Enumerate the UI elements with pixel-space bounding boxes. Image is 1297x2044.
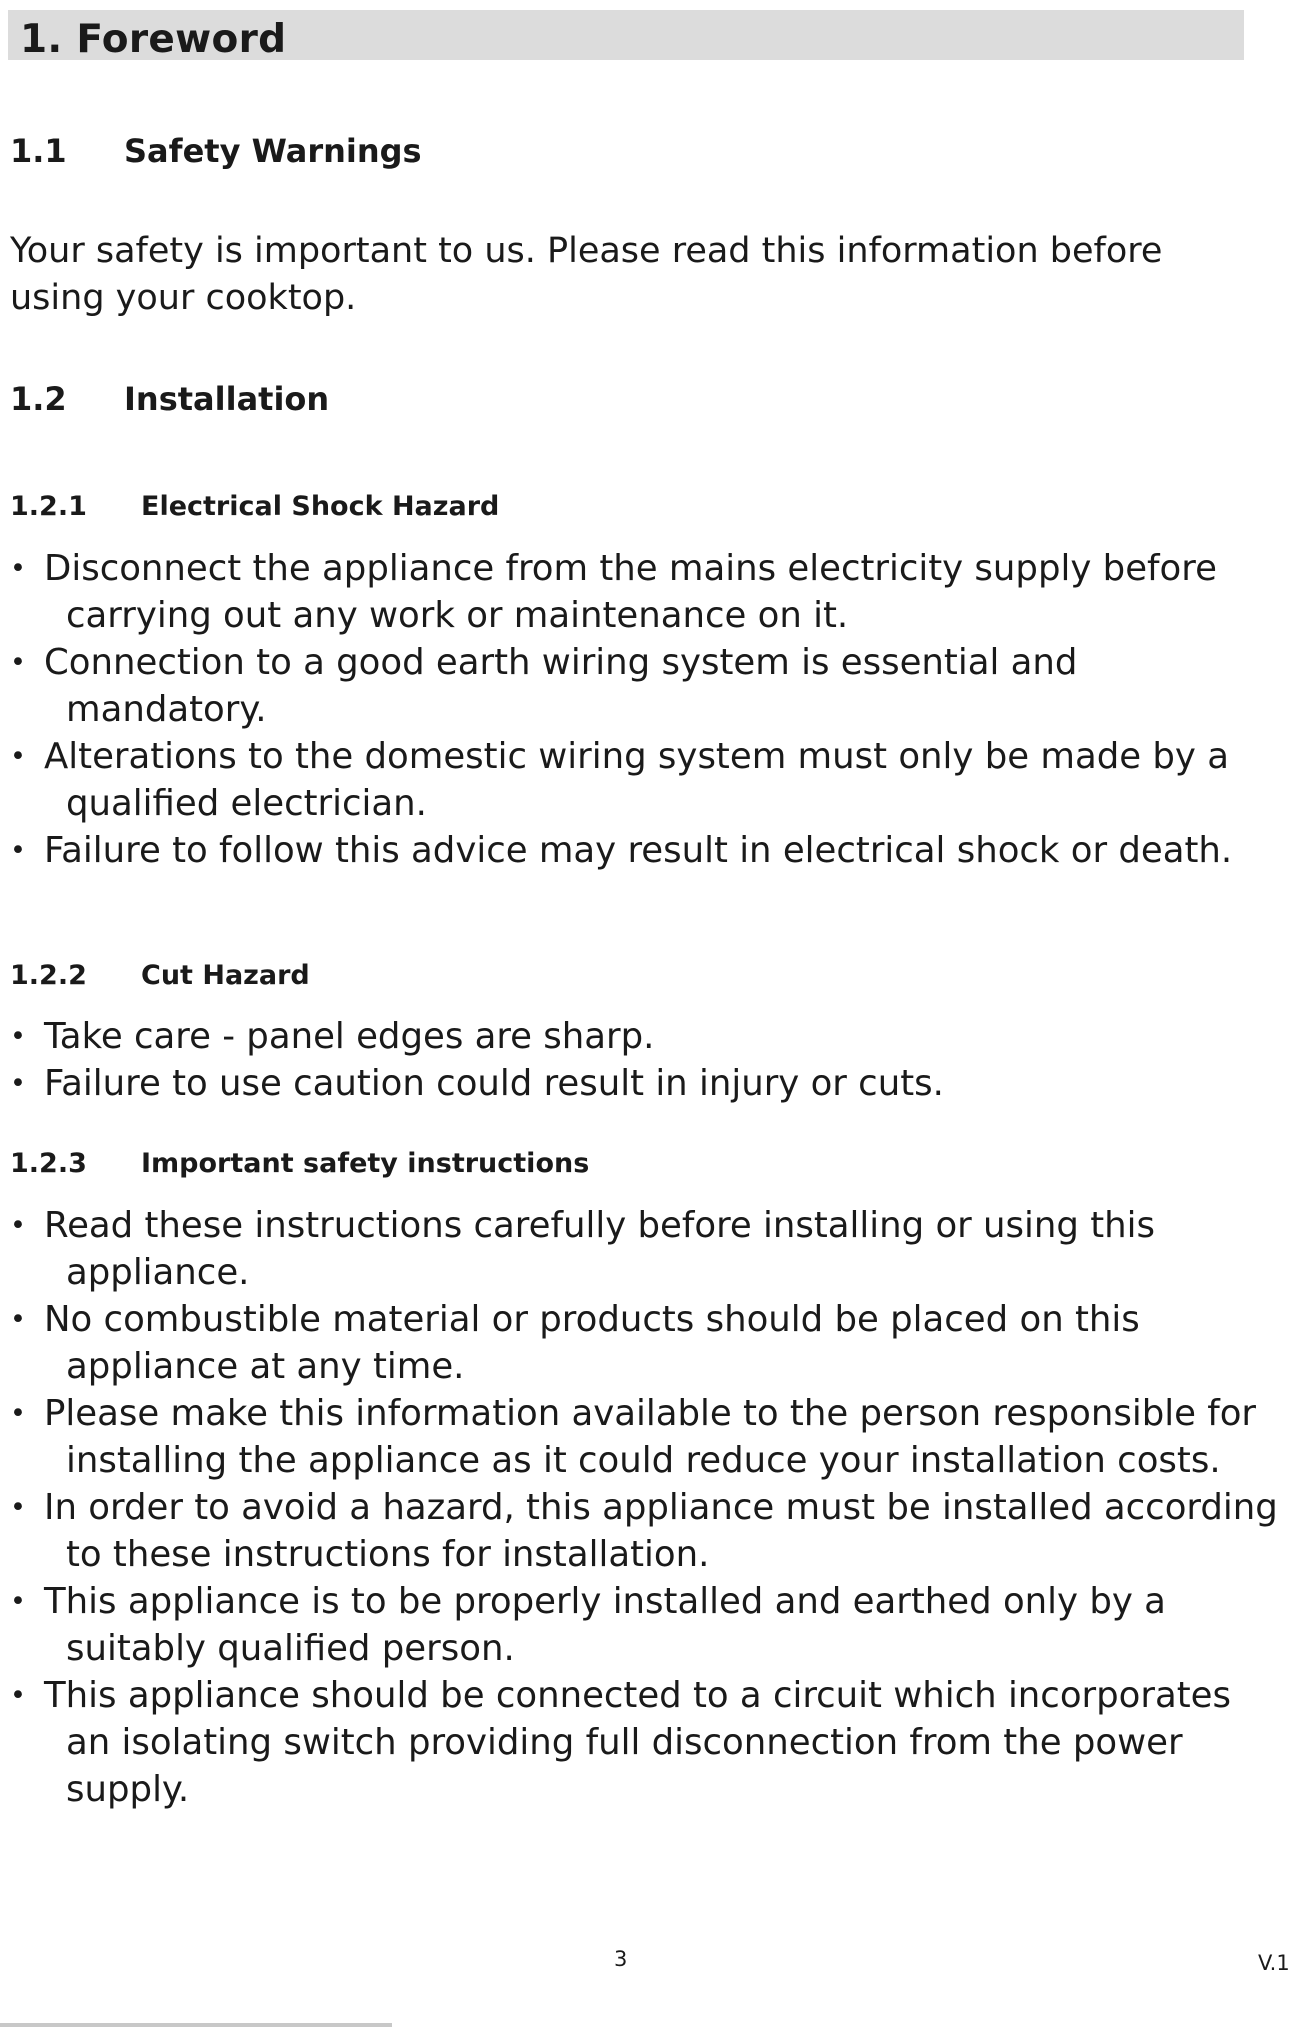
section-number: 1.2 (10, 380, 67, 418)
list-item-text: Disconnect the appliance from the mains electricity supply before carrying out any work or maintenance on it. (44, 548, 1217, 636)
list-item (10, 1672, 1285, 1813)
electrical-hazard-list (10, 545, 1285, 874)
safety-intro-paragraph: Your safety is important to us. Please read this information before using your cooktop. (10, 231, 1163, 318)
bullet-icon: • (10, 741, 26, 772)
list-item (10, 1296, 1285, 1390)
section-title: Installation (124, 380, 330, 418)
subsection-number: 1.2.2 (10, 960, 87, 991)
list-item-text: Alterations to the domestic wiring system must only be made by a qualified electrician. (44, 736, 1229, 824)
bullet-icon: • (10, 1492, 26, 1523)
subsection-number: 1.2.1 (10, 491, 87, 522)
bullet-icon: • (10, 835, 26, 866)
list-item (10, 1390, 1285, 1484)
bullet-icon: • (10, 1021, 26, 1052)
list-item-text: Failure to follow this advice may result in electrical shock or death. (44, 830, 1233, 871)
bullet-icon: • (10, 1068, 26, 1099)
bullet-icon: • (10, 1304, 26, 1335)
bullet-icon: • (10, 553, 26, 584)
list-item-text: Read these instructions carefully before installing or using this appliance. (44, 1205, 1156, 1293)
bullet-icon: • (10, 1210, 26, 1241)
list-item (10, 1484, 1285, 1578)
list-item-text: This appliance is to be properly installed and earthed only by a suitably qualified person. (44, 1581, 1166, 1669)
list-item (10, 733, 1285, 827)
subsection-heading-important-safety-instructions (10, 1148, 589, 1179)
subsection-number: 1.2.3 (10, 1148, 87, 1179)
list-item-text: Failure to use caution could result in injury or cuts. (44, 1063, 944, 1104)
subsection-title: Cut Hazard (141, 960, 310, 991)
bullet-icon: • (10, 1680, 26, 1711)
version-label: V.1 (1258, 1951, 1290, 1975)
bullet-icon: • (10, 1586, 26, 1617)
list-item-text: Connection to a good earth wiring system is essential and mandatory. (44, 642, 1078, 730)
page-number: 3 (614, 1947, 628, 1971)
bullet-icon: • (10, 647, 26, 678)
footer-divider (0, 2023, 392, 2027)
chapter-title: 1. Foreword (20, 17, 287, 62)
list-item-text: In order to avoid a hazard, this appliance must be installed according to these instructions for installation. (44, 1487, 1278, 1575)
important-safety-instructions-list (10, 1202, 1285, 1813)
list-item (10, 1060, 1285, 1107)
cut-hazard-list (10, 1013, 1285, 1107)
list-item-text: Please make this information available to the person responsible for installing the appliance as it could reduce your installation costs. (44, 1393, 1257, 1481)
list-item (10, 1202, 1285, 1296)
list-item (10, 827, 1285, 874)
subsection-title: Important safety instructions (141, 1148, 590, 1179)
list-item (10, 1013, 1285, 1060)
section-heading-installation (10, 380, 329, 418)
subsection-heading-electrical-shock-hazard (10, 491, 499, 522)
bullet-icon: • (10, 1398, 26, 1429)
list-item-text: No combustible material or products should be placed on this appliance at any time. (44, 1299, 1140, 1387)
chapter-heading-bar (8, 10, 1244, 60)
subsection-title: Electrical Shock Hazard (141, 491, 500, 522)
section-heading-safety-warnings (10, 132, 422, 170)
list-item-text: Take care - panel edges are sharp. (44, 1016, 655, 1057)
section-number: 1.1 (10, 132, 67, 170)
subsection-heading-cut-hazard (10, 960, 310, 991)
list-item (10, 1578, 1285, 1672)
list-item (10, 545, 1285, 639)
list-item-text: This appliance should be connected to a circuit which incorporates an isolating switch providing full disconnection from the power supply. (44, 1675, 1231, 1810)
section-title: Safety Warnings (124, 132, 422, 170)
list-item (10, 639, 1285, 733)
